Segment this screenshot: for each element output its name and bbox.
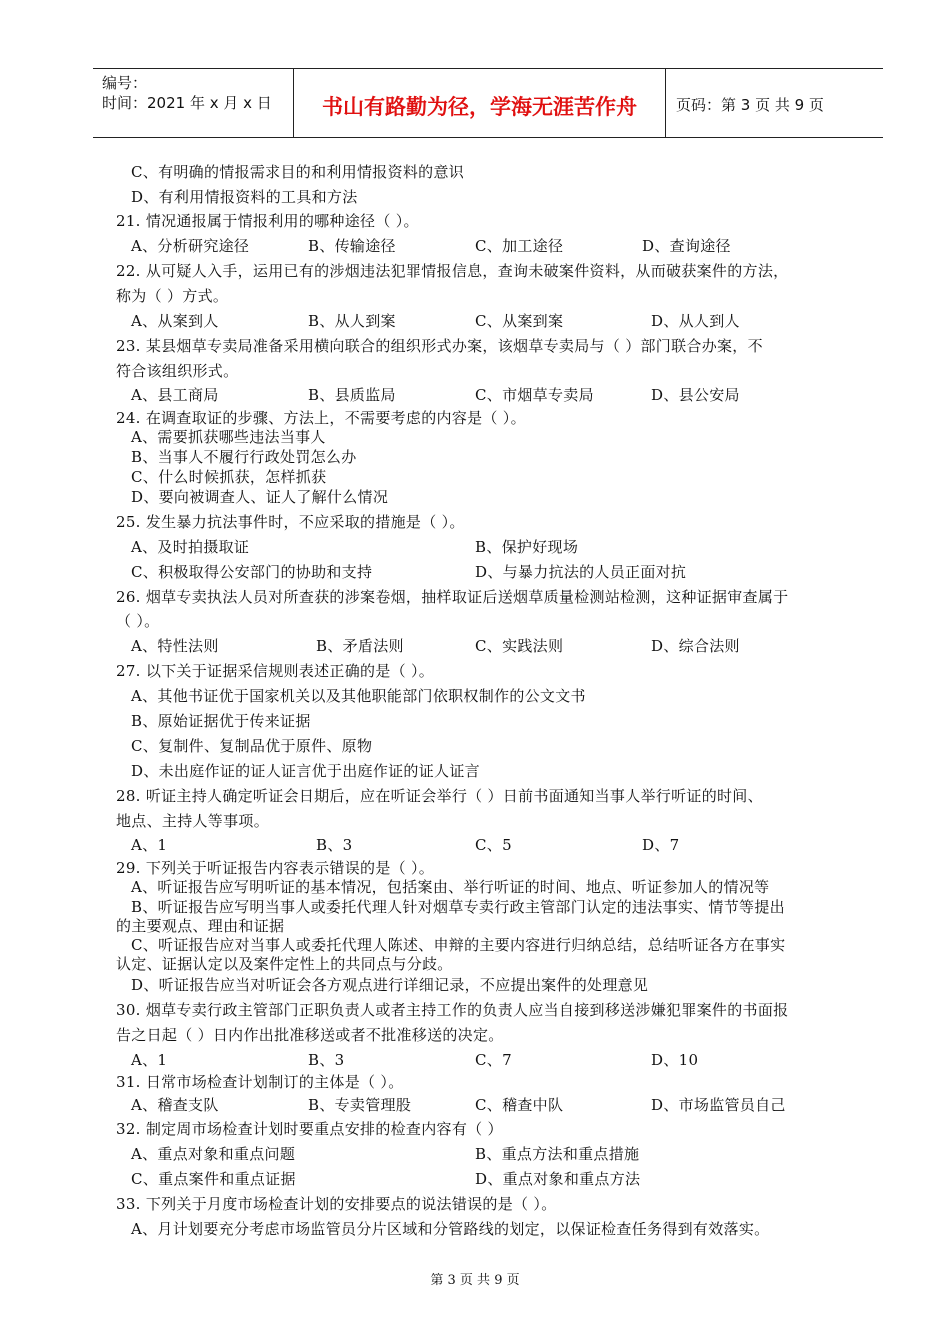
text-line: 26. 烟草专卖执法人员对所查获的涉案卷烟，抽样取证后送烟草质量检测站检测，这种证据审查属于 [116,588,789,606]
text-line: D、10 [651,1051,699,1069]
text-line: A、其他书证优于国家机关以及其他职能部门依职权制作的公文文书 [131,687,586,705]
text-line: B、县质监局 [308,386,396,404]
text-line: A、稽查支队 [131,1096,219,1114]
text-line: 告之日起（ ）日内作出批准移送或者不批准移送的决定。 [116,1026,504,1044]
text-line: C、5 [475,836,512,854]
text-line: 32. 制定周市场检查计划时要重点安排的检查内容有（ ） [116,1120,503,1138]
text-line: A、分析研究途径 [131,237,250,255]
text-line: 24. 在调查取证的步骤、方法上，不需要考虑的内容是（ ）。 [116,409,526,427]
text-line: 的主要观点、理由和证据 [116,917,285,935]
text-line: C、从案到案 [475,312,564,330]
text-line: 22. 从可疑人入手，运用已有的涉烟违法犯罪情报信息，查询未破案件资料，从而破获案件的方法， [116,262,789,280]
text-line: 30. 烟草专卖行政主管部门正职负责人或者主持工作的负责人应当自接到移送涉嫌犯罪案件的书面报 [116,1001,789,1019]
text-line: B、原始证据优于传来证据 [131,712,311,730]
text-line: C、7 [475,1051,512,1069]
text-line: C、实践法则 [475,637,564,655]
text-line: 称为（ ）方式。 [116,287,229,305]
text-line: C、稽查中队 [475,1096,564,1114]
text-line: B、专卖管理股 [308,1096,412,1114]
text-line: C、市烟草专卖局 [475,386,594,404]
text-line: D、听证报告应当对听证会各方观点进行详细记录，不应提出案件的处理意见 [131,976,649,994]
text-line: 33. 下列关于月度市场检查计划的安排要点的说法错误的是（ ）。 [116,1195,557,1213]
page-footer: 第 3 页 共 9 页 [430,1273,520,1288]
text-line: C、积极取得公安部门的协助和支持 [131,563,373,581]
text-line: D、7 [642,836,680,854]
text-line: D、要向被调查人、证人了解什么情况 [131,488,389,506]
text-line: A、特性法则 [131,637,219,655]
text-line: B、听证报告应写明当事人或委托代理人针对烟草专卖行政主管部门认定的违法事实、情节等提出 [131,898,785,916]
text-line: 认定、证据认定以及案件定性上的共同点与分歧。 [116,955,453,973]
text-line: D、未出庭作证的证人证言优于出庭作证的证人证言 [131,762,480,780]
text-line: A、需要抓获哪些违法当事人 [131,428,326,446]
text-line: 28. 听证主持人确定听证会日期后，应在听证会举行（ ）日前书面通知当事人举行听证的时间、 [116,787,763,805]
text-line: C、复制件、复制品优于原件、原物 [131,737,373,755]
text-line: D、从人到人 [651,312,740,330]
text-line: B、从人到案 [308,312,396,330]
text-line: B、矛盾法则 [316,637,404,655]
text-line: A、月计划要充分考虑市场监管员分片区域和分管路线的划定，以保证检查任务得到有效落实。 [131,1220,770,1238]
text-line: B、传输途径 [308,237,396,255]
text-line: C、什么时候抓获，怎样抓获 [131,468,327,486]
text-line: 31. 日常市场检查计划制订的主体是（ ）。 [116,1073,404,1091]
number-label: 编号： [102,74,148,92]
text-line: 23. 某县烟草专卖局准备采用横向联合的组织形式办案，该烟草专卖局与（ ）部门联合办案，不 [116,337,763,355]
text-line: B、当事人不履行行政处罚怎么办 [131,448,357,466]
text-line: C、加工途径 [475,237,564,255]
text-line: D、有利用情报资料的工具和方法 [131,188,358,206]
text-line: A、听证报告应写明听证的基本情况，包括案由、举行听证的时间、地点、听证参加人的情况等 [131,878,770,896]
text-line: 25. 发生暴力抗法事件时，不应采取的措施是（ ）。 [116,513,465,531]
text-line: B、保护好现场 [475,538,579,556]
text-line: C、重点案件和重点证据 [131,1170,296,1188]
text-line: B、3 [316,836,353,854]
text-line: D、综合法则 [651,637,740,655]
text-line: A、及时拍摄取证 [131,538,250,556]
text-line: D、与暴力抗法的人员正面对抗 [475,563,687,581]
page-code: 页码：第 3 页 共 9 页 [676,96,824,114]
text-line: D、查询途径 [642,237,731,255]
text-line: A、县工商局 [131,386,219,404]
text-line: 21. 情况通报属于情报利用的哪种途径（ ）。 [116,212,419,230]
text-line: C、有明确的情报需求目的和利用情报资料的意识 [131,163,465,181]
text-line: B、重点方法和重点措施 [475,1145,640,1163]
text-line: 29. 下列关于听证报告内容表示错误的是（ ）。 [116,859,435,877]
text-line: A、重点对象和重点问题 [131,1145,296,1163]
text-line: 地点、主持人等事项。 [116,812,270,830]
date-label: 时间：2021 年 x 月 x 日 [102,94,272,112]
text-line: （ ）。 [116,612,160,630]
text-line: D、县公安局 [651,386,740,404]
text-line: B、3 [308,1051,345,1069]
text-line: C、听证报告应对当事人或委托代理人陈述、申辩的主要内容进行归纳总结，总结听证各方在事实 [131,936,786,954]
text-line: 27. 以下关于证据采信规则表述正确的是（ ）。 [116,662,435,680]
text-line: D、市场监管员自己 [651,1096,786,1114]
motto-text: 书山有路勤为径，学海无涯苦作舟 [322,95,637,119]
text-line: A、1 [131,836,168,854]
text-line: D、重点对象和重点方法 [475,1170,641,1188]
text-line: A、从案到人 [131,312,219,330]
text-line: 符合该组织形式。 [116,362,239,380]
text-line: A、1 [131,1051,168,1069]
